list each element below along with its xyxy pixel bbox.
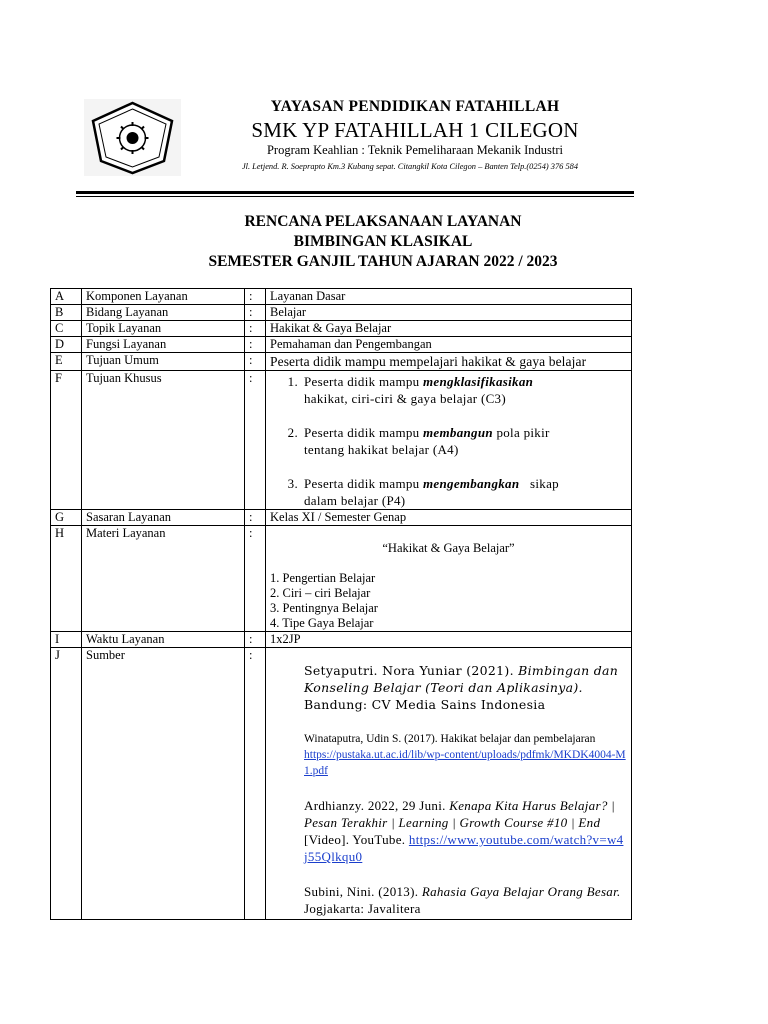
- row-code: H: [51, 526, 82, 632]
- item-text: Peserta didik mampu: [304, 476, 424, 491]
- row-label: Tujuan Khusus: [82, 371, 245, 510]
- row-value: Layanan Dasar: [266, 289, 632, 305]
- item-text-line2: hakikat, ciri-ciri & gaya belajar (C3): [304, 391, 506, 406]
- row-label: Sumber: [82, 648, 245, 920]
- source-text: Winataputra, Udin S. (2017). Hakikat belajar dan pembelajaran: [304, 733, 596, 745]
- row-sep: :: [245, 337, 266, 353]
- item-number: 1.: [287, 374, 298, 389]
- header-divider-thin: [76, 196, 634, 197]
- row-code: E: [51, 353, 82, 371]
- table-row: [51, 337, 632, 353]
- item-emphasis: membangun: [423, 425, 493, 440]
- list-item: [270, 373, 627, 407]
- row-value: Belajar: [266, 305, 632, 321]
- row-value: 1x2JP: [266, 632, 632, 648]
- table-row: [51, 305, 632, 321]
- header-divider-thick: [76, 191, 634, 194]
- material-heading: “Hakikat & Gaya Belajar”: [382, 541, 515, 555]
- row-sep: :: [245, 353, 266, 371]
- item-text-line2: dalam belajar (P4): [304, 493, 406, 508]
- source-text: Subini, Nini. (2013).: [304, 884, 422, 899]
- doc-title-line2: BIMBINGAN KLASIKAL: [293, 233, 473, 250]
- foundation-name: YAYASAN PENDIDIKAN FATAHILLAH: [270, 98, 560, 115]
- row-label: Sasaran Layanan: [82, 510, 245, 526]
- source-title: Bimbingan dan Konseling Belajar (Teori dan Aplikasinya).: [304, 663, 619, 695]
- source-link[interactable]: https://pustaka.ut.ac.id/lib/wp-content/uploads/pdfmk/MKDK4004-M1.pdf: [304, 749, 626, 777]
- table-row: [51, 353, 632, 371]
- table-row: [51, 321, 632, 337]
- row-code: B: [51, 305, 82, 321]
- row-label: Komponen Layanan: [82, 289, 245, 305]
- item-number: 3.: [287, 476, 298, 491]
- school-address: Jl. Letjend. R. Soeprapto Km.3 Kubang sepat. Citangkil Kota Cilegon – Banten Telp.(0254) 376 584: [241, 162, 579, 171]
- item-text-after: sikap: [519, 476, 559, 491]
- source-title: Rahasia Gaya Belajar Orang Besar.: [421, 884, 621, 899]
- school-logo: [84, 99, 181, 176]
- program-name: Program Keahlian : Teknik Pemeliharaan Mekanik Industri: [266, 143, 564, 157]
- source-text: Setyaputri. Nora Yuniar (2021).: [304, 663, 519, 678]
- sources-cell: [266, 648, 632, 920]
- doc-title-line3: SEMESTER GANJIL TAHUN AJARAN 2022 / 2023: [208, 253, 558, 270]
- source-link[interactable]: https://www.youtube.com/watch?v=w4j55Qlkqu0: [304, 832, 624, 864]
- row-code: J: [51, 648, 82, 920]
- item-text-line2: tentang hakikat belajar (A4): [304, 442, 459, 457]
- list-item: 1. Pengertian Belajar: [270, 571, 376, 585]
- list-item: 4. Tipe Gaya Belajar: [270, 616, 374, 630]
- plan-table: [50, 288, 632, 920]
- row-sep: :: [245, 648, 266, 920]
- row-code: F: [51, 371, 82, 510]
- source-entry: [270, 797, 627, 865]
- source-entry: [270, 731, 627, 779]
- source-text: Ardhianzy. 2022, 29 Juni.: [304, 798, 450, 813]
- row-label: Tujuan Umum: [82, 353, 245, 371]
- source-publisher: Jogjakarta: Javalitera: [304, 901, 421, 916]
- item-number: 2.: [287, 425, 298, 440]
- row-sep: :: [245, 305, 266, 321]
- source-title: Kenapa Kita Harus Belajar? | Pesan Terakhir | Learning | Growth Course #10 | End: [304, 798, 616, 830]
- table-row: [51, 510, 632, 526]
- item-emphasis: mengembangkan: [423, 476, 520, 491]
- row-sep: :: [245, 371, 266, 510]
- row-label: Fungsi Layanan: [82, 337, 245, 353]
- table-row: [51, 371, 632, 510]
- goals-list: [266, 371, 632, 510]
- row-sep: :: [245, 321, 266, 337]
- row-value: Kelas XI / Semester Genap: [266, 510, 632, 526]
- table-row: [51, 632, 632, 648]
- row-code: G: [51, 510, 82, 526]
- row-sep: :: [245, 510, 266, 526]
- table-row: [51, 289, 632, 305]
- row-sep: :: [245, 632, 266, 648]
- row-code: A: [51, 289, 82, 305]
- item-text: Peserta didik mampu: [304, 374, 424, 389]
- item-text-after: pola pikir: [492, 425, 550, 440]
- source-entry: [270, 662, 627, 713]
- source-publisher: Bandung: CV Media Sains Indonesia: [304, 697, 546, 712]
- row-label: Materi Layanan: [82, 526, 245, 632]
- material-cell: [266, 526, 632, 632]
- table-row: [51, 648, 632, 920]
- doc-title-line1: RENCANA PELAKSANAAN LAYANAN: [244, 213, 522, 230]
- row-code: I: [51, 632, 82, 648]
- row-value: Pemahaman dan Pengembangan: [266, 337, 632, 353]
- list-item: 2. Ciri – ciri Belajar: [270, 586, 371, 600]
- row-code: C: [51, 321, 82, 337]
- list-item: [270, 424, 627, 458]
- row-sep: :: [245, 526, 266, 632]
- row-code: D: [51, 337, 82, 353]
- row-label: Waktu Layanan: [82, 632, 245, 648]
- item-text: Peserta didik mampu: [304, 425, 424, 440]
- row-value: Peserta didik mampu mempelajari hakikat & gaya belajar: [266, 353, 632, 371]
- source-entry: [270, 883, 627, 917]
- list-item: 3. Pentingnya Belajar: [270, 601, 378, 615]
- row-label: Topik Layanan: [82, 321, 245, 337]
- school-name: SMK YP FATAHILLAH 1 CILEGON: [251, 118, 579, 142]
- item-emphasis: mengklasifikasikan: [423, 374, 534, 389]
- row-sep: :: [245, 289, 266, 305]
- row-label: Bidang Layanan: [82, 305, 245, 321]
- list-item: [270, 475, 627, 509]
- row-value: Hakikat & Gaya Belajar: [266, 321, 632, 337]
- source-publisher: [Video]. YouTube.: [304, 832, 409, 847]
- table-row: [51, 526, 632, 632]
